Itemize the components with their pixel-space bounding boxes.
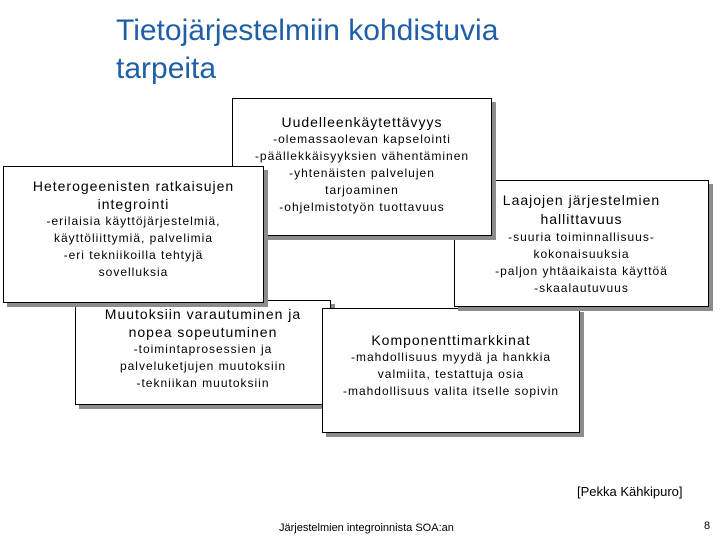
box-item: käyttöliittymiä, palvelimia [53,231,214,245]
box-item: -tekniikan muutoksiin [136,376,270,390]
box-item: -eri tekniikoilla tehtyjä [63,248,204,262]
box-heading: Uudelleenkäytettävyys [281,114,443,130]
box-heading: integrointi [97,196,170,212]
box-item: tarjoaminen [325,183,399,197]
box-heading: Laajojen järjestelmien [502,192,661,208]
box-reusability [232,98,492,236]
box-item: kokonaisuuksia [533,247,630,261]
box-heterogeneous-integration [3,166,264,303]
box-large-systems-manageability [454,180,709,307]
slide-title [116,12,498,88]
box-item: -päällekkäisyyksien vähentäminen [254,149,470,163]
source-credit: [Pekka Kähkipuro] [577,484,683,499]
box-item: -mahdollisuus valita itselle sopivin [342,384,560,398]
box-heading: Komponenttimarkkinat [371,332,531,348]
box-change-readiness [75,300,331,405]
box-heading: nopea sopeutuminen [128,324,278,340]
slide-title-line-1: Tietojärjestelmiin kohdistuvia [116,14,499,47]
slide-title-line-2: tarpeita [116,52,217,85]
box-item: sovelluksia [98,265,169,279]
box-item: -ohjelmistotyön tuottavuus [279,200,445,214]
box-heading: Muutoksiin varautuminen ja [104,306,302,322]
box-item: -paljon yhtäaikaista käyttöä [495,264,668,278]
box-component-markets [322,308,580,433]
box-item: palveluketjujen muutoksiin [119,359,287,373]
box-item: -suuria toiminnallisuus- [508,230,655,244]
box-heading: Heterogeenisten ratkaisujen [32,178,235,194]
box-item: valmiita, testattuja osia [377,367,525,381]
slide-footer: Järjestelmien integroinnista SOA:an [279,522,454,534]
box-item: -toimintaprosessien ja [133,342,273,356]
box-item: -olemassaolevan kapselointi [273,132,451,146]
box-item: -yhtenäisten palvelujen [289,166,435,180]
page-number: 8 [704,520,711,532]
box-item: -skaalautuvuus [534,281,629,295]
box-item: -mahdollisuus myydä ja hankkia [350,350,552,364]
box-heading: hallittavuus [540,211,623,227]
box-item: -erilaisia käyttöjärjestelmiä, [46,214,221,228]
